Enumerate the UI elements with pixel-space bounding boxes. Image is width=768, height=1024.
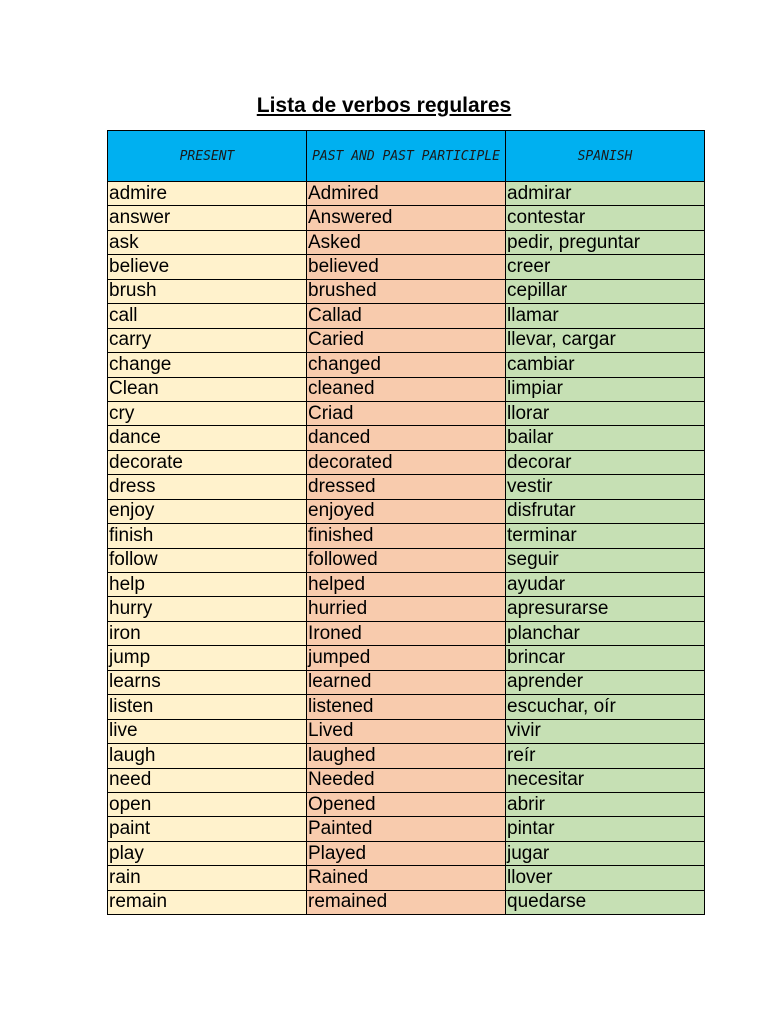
present-cell: change [108,353,307,377]
past-cell: changed [307,353,506,377]
table-body [108,182,705,915]
past-cell: believed [307,255,506,279]
past-cell: followed [307,548,506,572]
table-row [108,255,705,279]
present-cell: laugh [108,744,307,768]
present-cell: follow [108,548,307,572]
present-cell: ask [108,230,307,254]
past-cell: Callad [307,304,506,328]
spanish-cell: pintar [506,817,705,841]
table-row [108,475,705,499]
spanish-cell: llamar [506,304,705,328]
header-present: PRESENT [108,131,307,182]
table-row [108,499,705,523]
spanish-cell: apresurarse [506,597,705,621]
table-row [108,279,705,303]
spanish-cell: bailar [506,426,705,450]
spanish-cell: pedir, preguntar [506,230,705,254]
table-row [108,670,705,694]
spanish-cell: contestar [506,206,705,230]
present-cell: hurry [108,597,307,621]
table-row [108,182,705,206]
present-cell: jump [108,646,307,670]
present-cell: believe [108,255,307,279]
present-cell: help [108,573,307,597]
table-row [108,524,705,548]
present-cell: answer [108,206,307,230]
spanish-cell: llorar [506,401,705,425]
spanish-cell: brincar [506,646,705,670]
spanish-cell: seguir [506,548,705,572]
present-cell: play [108,841,307,865]
table-row [108,817,705,841]
header-past: PAST AND PAST PARTICIPLE [307,131,506,182]
spanish-cell: creer [506,255,705,279]
spanish-cell: cepillar [506,279,705,303]
past-cell: Played [307,841,506,865]
past-cell: Caried [307,328,506,352]
present-cell: live [108,719,307,743]
table-row [108,866,705,890]
past-cell: remained [307,890,506,914]
past-cell: listened [307,695,506,719]
table-row [108,768,705,792]
spanish-cell: quedarse [506,890,705,914]
spanish-cell: necesitar [506,768,705,792]
spanish-cell: aprender [506,670,705,694]
present-cell: brush [108,279,307,303]
past-cell: finished [307,524,506,548]
present-cell: call [108,304,307,328]
spanish-cell: disfrutar [506,499,705,523]
spanish-cell: llevar, cargar [506,328,705,352]
header-spanish: SPANISH [506,131,705,182]
table-row [108,573,705,597]
present-cell: open [108,792,307,816]
present-cell: decorate [108,450,307,474]
past-cell: decorated [307,450,506,474]
present-cell: enjoy [108,499,307,523]
table-row [108,206,705,230]
table-row [108,304,705,328]
present-cell: need [108,768,307,792]
past-cell: jumped [307,646,506,670]
table-row [108,353,705,377]
table-row [108,744,705,768]
table-row [108,792,705,816]
present-cell: carry [108,328,307,352]
table-row [108,841,705,865]
past-cell: brushed [307,279,506,303]
present-cell: learns [108,670,307,694]
verbs-table [107,130,705,915]
present-cell: finish [108,524,307,548]
table-row [108,230,705,254]
spanish-cell: decorar [506,450,705,474]
past-cell: Painted [307,817,506,841]
table-row [108,719,705,743]
past-cell: Rained [307,866,506,890]
table-row [108,328,705,352]
present-cell: listen [108,695,307,719]
document-title: Lista de verbos regulares [256,94,512,117]
past-cell: Admired [307,182,506,206]
table-row [108,401,705,425]
past-cell: Lived [307,719,506,743]
spanish-cell: jugar [506,841,705,865]
present-cell: remain [108,890,307,914]
past-cell: Opened [307,792,506,816]
spanish-cell: cambiar [506,353,705,377]
past-cell: hurried [307,597,506,621]
past-cell: cleaned [307,377,506,401]
past-cell: laughed [307,744,506,768]
spanish-cell: ayudar [506,573,705,597]
spanish-cell: abrir [506,792,705,816]
spanish-cell: planchar [506,621,705,645]
table-row [108,548,705,572]
table-row [108,377,705,401]
past-cell: danced [307,426,506,450]
present-cell: iron [108,621,307,645]
past-cell: enjoyed [307,499,506,523]
present-cell: Clean [108,377,307,401]
present-cell: admire [108,182,307,206]
present-cell: dance [108,426,307,450]
spanish-cell: limpiar [506,377,705,401]
past-cell: Asked [307,230,506,254]
spanish-cell: admirar [506,182,705,206]
spanish-cell: escuchar, oír [506,695,705,719]
past-cell: learned [307,670,506,694]
present-cell: rain [108,866,307,890]
past-cell: helped [307,573,506,597]
spanish-cell: reír [506,744,705,768]
table-row [108,450,705,474]
spanish-cell: llover [506,866,705,890]
present-cell: paint [108,817,307,841]
past-cell: Needed [307,768,506,792]
spanish-cell: terminar [506,524,705,548]
table-row [108,890,705,914]
past-cell: dressed [307,475,506,499]
table-row [108,426,705,450]
spanish-cell: vivir [506,719,705,743]
present-cell: dress [108,475,307,499]
table-header-row [108,131,705,182]
table-row [108,646,705,670]
past-cell: Ironed [307,621,506,645]
past-cell: Criad [307,401,506,425]
spanish-cell: vestir [506,475,705,499]
table-row [108,621,705,645]
table-row [108,597,705,621]
table-row [108,695,705,719]
present-cell: cry [108,401,307,425]
past-cell: Answered [307,206,506,230]
